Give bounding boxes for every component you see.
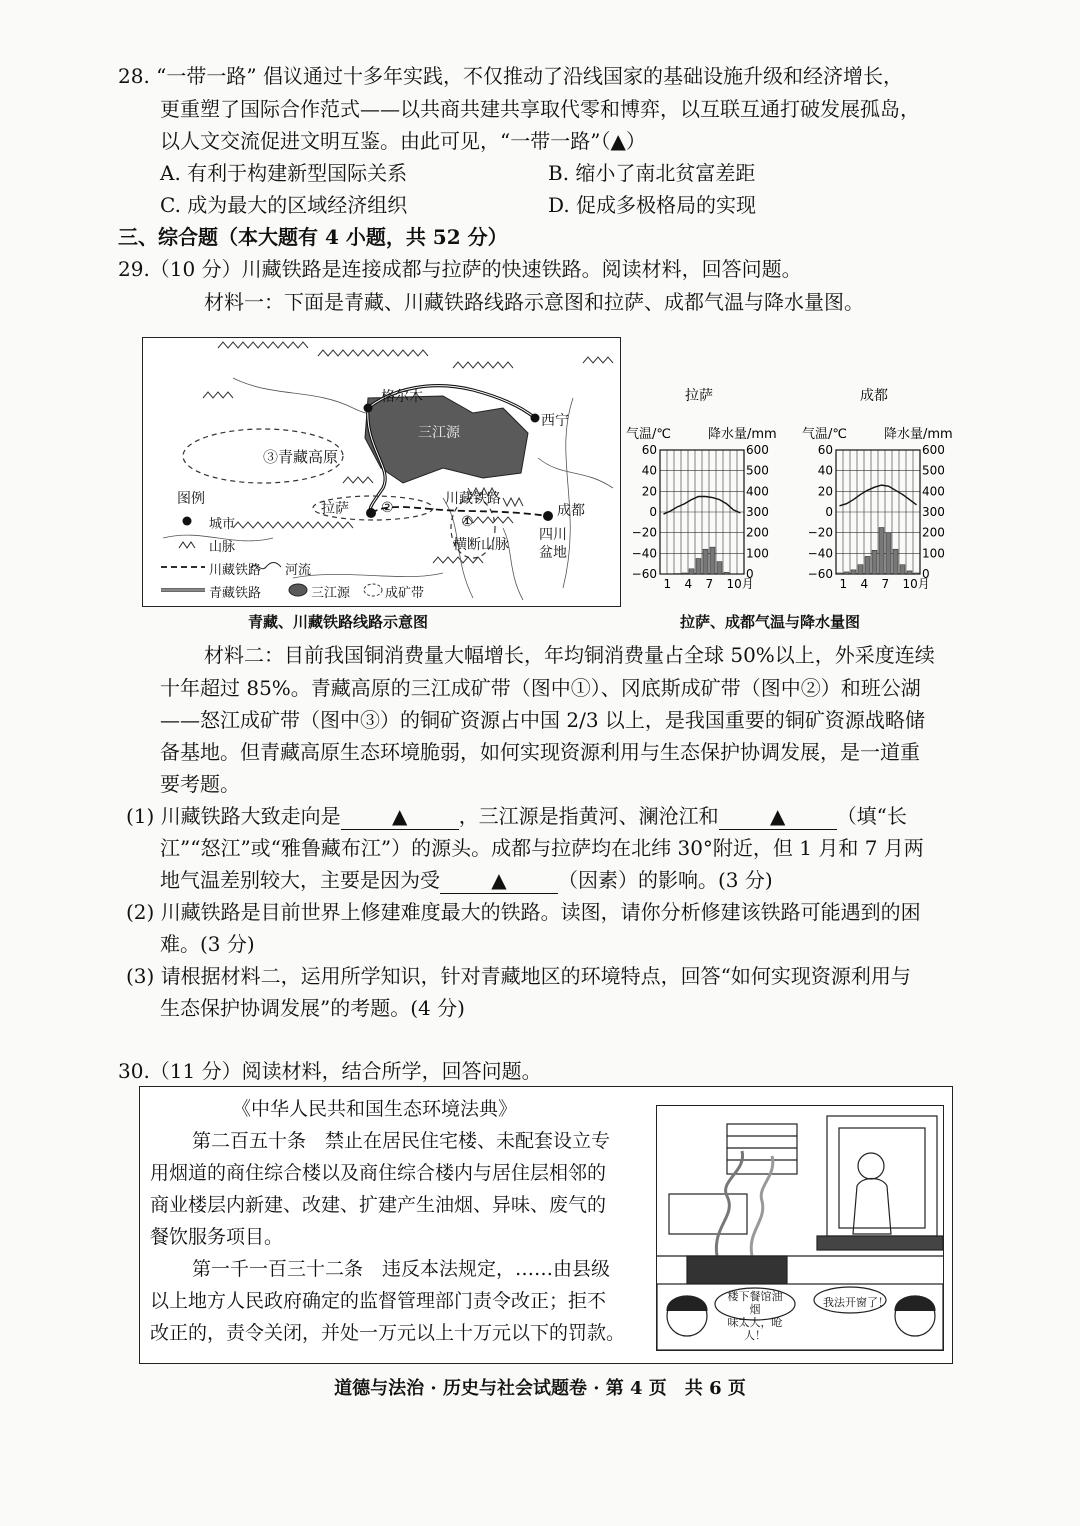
q29-material2-line2: 十年超过 85%。青藏高原的三江成矿带（图中①）、冈底斯成矿带（图中②）和班公湖 (160, 676, 921, 700)
precip-bar (907, 571, 912, 574)
temp-tick-label: 40 (817, 463, 833, 478)
temp-tick-label: −40 (807, 546, 833, 561)
speech-bubble-right: 我法开窗了！ (823, 1296, 889, 1309)
legend-qingzang: 青藏铁路 (209, 586, 262, 601)
precip-bar (696, 559, 701, 575)
month-tick-label: 7 (705, 577, 714, 591)
chart-title-lasa: 拉萨 (685, 388, 713, 404)
precip-tick-label: 400 (746, 484, 769, 499)
month-tick-label: 10月 (726, 577, 754, 591)
q29-sub2-line1: (2) 川藏铁路是目前世界上修建难度最大的铁路。读图，请你分析修建该铁路可能遇到的困 (126, 900, 921, 924)
q28-stem-line1: 28. “一带一路” 倡议通过十多年实践，不仅推动了沿线国家的基础设施升级和经济增长， (118, 64, 903, 88)
article250-line1: 第二百五十条 禁止在居民住宅楼、未配套设立专 (192, 1130, 611, 1152)
precip-tick-label: 300 (746, 505, 769, 519)
month-tick-label: 10月 (902, 577, 930, 591)
label-xining: 西宁 (541, 413, 569, 429)
month-tick-label: 1 (839, 577, 848, 591)
label-lasa: 拉萨 (321, 501, 349, 517)
legend-river: 河流 (285, 563, 312, 578)
city-xining-dot (531, 414, 540, 423)
city-chengdu-dot (543, 511, 553, 521)
precip-bar (710, 547, 715, 574)
q28-option-c: C. 成为最大的区域经济组织 (160, 193, 408, 217)
article1132-line3: 改正的，责令关闭，并处一万元以上十万元以下的罚款。 (150, 1322, 626, 1344)
legend-belt: 成矿带 (385, 586, 425, 601)
label-circle-2: ② (381, 500, 394, 516)
temp-tick-label: −20 (807, 525, 833, 540)
q29-material2-line4: 备基地。但青藏高原生态环境脆弱，如何实现资源利用与生态保护协调发展，是一道重 (160, 740, 920, 764)
precip-bar (703, 549, 708, 574)
q29-sub3-line2: 生态保护协调发展”的考题。(4 分) (160, 996, 465, 1020)
answer-blank-direction[interactable]: ▲ (341, 803, 459, 830)
q29-sub1-line2: 江”“怒江”或“雅鲁藏布江”）的源头。成都与拉萨均在北纬 30°附近，但 1 月和 7 月两 (160, 836, 924, 860)
temp-tick-label: −60 (631, 567, 657, 581)
temp-tick-label: 20 (641, 484, 657, 499)
label-pendi: 盆地 (539, 545, 567, 561)
label-geermu: 格尔木 (381, 389, 423, 405)
article250-line2: 用烟道的商住综合楼以及商住综合楼内与居住层相邻的 (150, 1162, 607, 1184)
precip-tick-label: 200 (746, 525, 769, 540)
month-tick-label: 4 (684, 577, 693, 591)
precip-bar (844, 572, 849, 574)
q28-option-b: B. 缩小了南北贫富差距 (548, 161, 756, 185)
railway-map (142, 337, 621, 607)
label-chuanzang: 川藏铁路 (445, 491, 501, 507)
month-tick-label: 4 (860, 577, 869, 591)
law-title: 《中华人民共和国生态环境法典》 (232, 1098, 518, 1120)
label-chengdu: 成都 (557, 503, 585, 519)
temp-tick-label: 40 (641, 463, 657, 478)
q29-sub2-line2: 难。(3 分) (160, 932, 255, 956)
precip-bar (900, 565, 905, 574)
climate-caption: 拉萨、成都气温与降水量图 (680, 613, 861, 631)
precip-tick-label: 600 (922, 443, 945, 457)
month-tick-label: 1 (663, 577, 672, 591)
temp-tick-label: 0 (649, 505, 657, 519)
q29-sub1-line3: 地气温差别较大，主要是因为受 ▲ （因素）的影响。(3 分) (160, 868, 773, 892)
q29-material1: 材料一：下面是青藏、川藏铁路线路示意图和拉萨、成都气温与降水量图。 (204, 290, 864, 314)
article1132-line2: 以上地方人民政府确定的监督管理部门责令改正；拒不 (150, 1290, 607, 1312)
article250-line3: 商业楼层内新建、改建、扩建产生油烟、异味、废气的 (150, 1194, 607, 1216)
q30-material-box (139, 1086, 953, 1364)
precip-bar (886, 533, 891, 574)
legend-mountain: 山脉 (209, 540, 236, 555)
precip-bar (717, 562, 722, 574)
article1132-line1: 第一千一百三十二条 违反本法规定，……由县级 (192, 1258, 611, 1280)
label-qingzang-gaoyuan: ③青藏高原 (263, 448, 339, 466)
speech-bubble-left: 楼下餐馆油烟 味太大，呛人！ (727, 1290, 783, 1342)
q28-stem-line2: 更重塑了国际合作范式——以共商共建共享取代零和博弈，以互联互通打破发展孤岛， (160, 97, 920, 121)
temp-tick-label: −60 (807, 567, 833, 581)
precip-bar (865, 556, 870, 574)
precip-tick-label: 500 (746, 463, 769, 478)
precip-tick-label: 100 (746, 546, 769, 561)
legend-chuanzang: 川藏铁路 (209, 563, 262, 578)
cartoon-drawing (657, 1106, 943, 1350)
precip-tick-label: 0 (746, 567, 754, 581)
precip-bar (879, 528, 884, 575)
precip-tick-label: 200 (922, 525, 945, 540)
precip-bar (724, 572, 729, 574)
q29-intro: 29.（10 分）川藏铁路是连接成都与拉萨的快速铁路。阅读材料，回答问题。 (118, 257, 802, 281)
precip-bar (851, 570, 856, 574)
precip-tick-label: 600 (746, 443, 769, 457)
q29-material2-line3: ——怒江成矿带（图中③）的铜矿资源占中国 2/3 以上，是我国重要的铜矿资源战略储 (160, 708, 925, 732)
temp-axis-label: 气温/℃ (626, 427, 671, 442)
q29-material2-line5: 要考题。 (160, 772, 240, 796)
label-sanjiangyuan: 三江源 (418, 425, 460, 441)
label-sichuan: 四川 (539, 527, 567, 543)
temp-tick-label: 0 (825, 505, 833, 519)
precip-bar (858, 565, 863, 574)
climate-charts (622, 380, 972, 600)
precip-tick-label: 100 (922, 546, 945, 561)
city-lasa-dot (366, 508, 376, 518)
q28-stem-line3: 以人文交流促进文明互鉴。由此可见，“一带一路”（▲） (160, 129, 646, 153)
precip-tick-label: 0 (922, 567, 930, 581)
temp-tick-label: −20 (631, 525, 657, 540)
precip-bar (682, 573, 687, 574)
precip-axis-label: 降水量/mm (884, 427, 953, 442)
precip-bar (837, 573, 842, 574)
section-heading: 三、综合题（本大题有 4 小题，共 52 分） (118, 225, 508, 249)
answer-blank-river[interactable]: ▲ (719, 803, 837, 830)
precip-bar (914, 573, 919, 574)
city-geermu-dot (364, 404, 373, 413)
legend-sanjiangyuan: 三江源 (311, 586, 351, 601)
q28-option-a: A. 有利于构建新型国际关系 (160, 161, 408, 185)
precip-bar (893, 549, 898, 574)
article250-line4: 餐饮服务项目。 (150, 1226, 284, 1248)
precip-bar (689, 569, 694, 574)
temp-tick-label: 20 (817, 484, 833, 499)
month-tick-label: 7 (881, 577, 890, 591)
temp-tick-label: 60 (817, 443, 833, 457)
q30-intro: 30.（11 分）阅读材料，结合所学，回答问题。 (118, 1059, 542, 1083)
temp-tick-label: −40 (631, 546, 657, 561)
precip-axis-label: 降水量/mm (708, 427, 777, 442)
q29-sub1-line1: (1) 川藏铁路大致走向是 ▲ ，三江源是指黄河、澜沧江和 ▲ （填“长 (126, 804, 907, 828)
label-hengduan: 横断山脉 (453, 537, 509, 553)
label-circle-1: ① (461, 514, 474, 530)
q29-sub3-line1: (3) 请根据材料二，运用所学知识，针对青藏地区的环境特点，回答“如何实现资源利用与 (126, 964, 911, 988)
precip-tick-label: 500 (922, 463, 945, 478)
precip-bar (872, 550, 877, 574)
legend-title: 图例 (177, 491, 205, 507)
temp-axis-label: 气温/℃ (802, 427, 847, 442)
legend-city: 城市 (209, 517, 236, 532)
temp-tick-label: 60 (641, 443, 657, 457)
map-caption: 青藏、川藏铁路线路示意图 (248, 613, 429, 631)
precip-tick-label: 400 (922, 484, 945, 499)
cartoon-illustration (656, 1105, 944, 1351)
chart-title-chengdu: 成都 (860, 388, 888, 404)
q29-material2-line1: 材料二：目前我国铜消费量大幅增长，年均铜消费量占全球 50%以上，外采度连续 (204, 643, 935, 667)
precip-tick-label: 300 (922, 505, 945, 519)
answer-blank-factor[interactable]: ▲ (440, 867, 558, 894)
page-footer: 道德与法治 · 历史与社会试题卷 · 第 4 页 共 6 页 (334, 1378, 746, 1399)
q28-option-d: D. 促成多极格局的实现 (548, 193, 757, 217)
